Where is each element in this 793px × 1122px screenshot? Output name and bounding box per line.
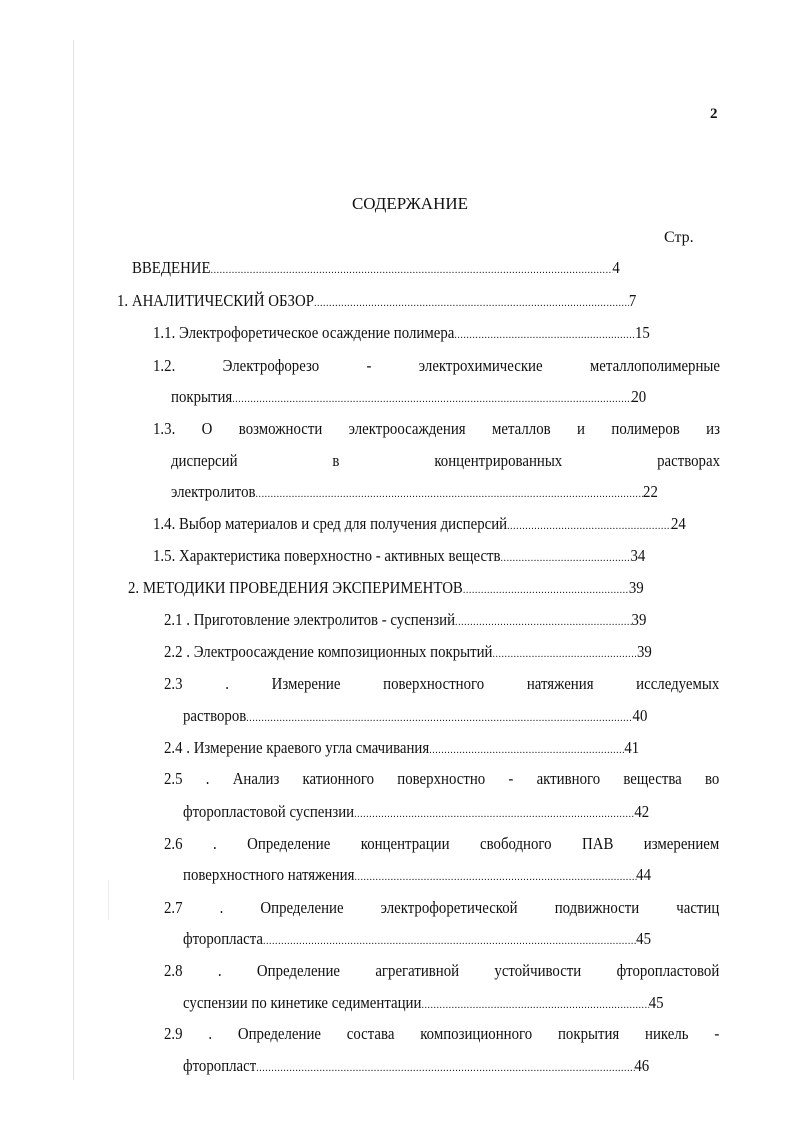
toc-entry-title: покрытия [171, 387, 233, 406]
toc-entry-2-3-line-1[interactable]: 2.3 . Измерение поверхностного натяжения исследуемых [164, 674, 720, 693]
toc-entry-1-2-line-1[interactable]: 1.2. Электрофорезо - электрохимические металлополимерные [153, 356, 720, 375]
toc-entry-1-1[interactable] [153, 322, 650, 344]
toc-entry-1-2-line-2[interactable] [171, 386, 646, 408]
toc-entry-title: 1.1. Электрофоретическое осаждение полимера [153, 323, 455, 342]
leader-dots [314, 292, 629, 312]
leader-dots [232, 388, 631, 408]
leader-dots [421, 994, 648, 1014]
toc-entry-page: 22 [643, 482, 658, 501]
toc-entry-page: 4 [612, 258, 620, 277]
leader-dots [354, 803, 634, 823]
toc-entry-title: фторопластовой суспензии [183, 802, 355, 821]
toc-entry-title: 1.5. Характеристика поверхностно - активных веществ [153, 546, 501, 565]
toc-entry-page: 45 [636, 929, 651, 948]
leader-dots [429, 739, 624, 759]
toc-entry-title: электролитов [171, 482, 256, 501]
toc-entry-1-3-line-3[interactable] [171, 481, 658, 503]
toc-entry-1[interactable] [117, 290, 636, 312]
toc-entry-2-3-line-2[interactable] [183, 705, 647, 727]
leader-dots [211, 259, 613, 279]
leader-dots [256, 483, 644, 503]
toc-entry-title: 2. МЕТОДИКИ ПРОВЕДЕНИЯ ЭКСПЕРИМЕНТОВ [128, 578, 463, 597]
leader-dots [501, 547, 631, 567]
leader-dots [256, 1057, 634, 1077]
contents-title: СОДЕРЖАНИЕ [351, 194, 469, 213]
toc-entry-title: фторопласт [183, 1056, 257, 1075]
leader-dots [455, 611, 631, 631]
toc-entry-page: 45 [648, 993, 664, 1012]
toc-entry-title: растворов [183, 706, 247, 725]
toc-entry-title: 2.1 . Приготовление электролитов - суспензий [164, 610, 456, 629]
page-column-label: Стр. [664, 229, 694, 246]
toc-entry-title: ВВЕДЕНИЕ [132, 258, 211, 277]
leader-dots [263, 930, 636, 950]
toc-entry-page: 40 [632, 706, 648, 725]
toc-entry-title: 2.2 . Электроосаждение композиционных покрытий [164, 642, 493, 661]
toc-entry-page: 15 [634, 323, 650, 342]
page-number: 2 [710, 106, 718, 122]
toc-entry-2-5-line-1[interactable]: 2.5 . Анализ катионного поверхностно - активного вещества во [164, 769, 720, 788]
toc-entry-2-6-line-2[interactable] [183, 864, 651, 886]
leader-dots [507, 515, 671, 535]
toc-entry-2-8-line-2[interactable] [183, 992, 664, 1014]
leader-dots [354, 866, 636, 886]
toc-entry-2-7-line-1[interactable]: 2.7 . Определение электрофоретической подвижности частиц [164, 898, 720, 917]
toc-entry-1-4[interactable] [153, 513, 686, 535]
toc-entry-2-9-line-2[interactable] [183, 1055, 649, 1077]
toc-entry-2-2[interactable] [164, 641, 652, 663]
toc-entry-2-8-line-1[interactable]: 2.8 . Определение агрегативной устойчивости фторопластовой [164, 961, 720, 980]
toc-entry-title: 1. АНАЛИТИЧЕСКИЙ ОБЗОР [117, 291, 314, 310]
toc-entry-title: поверхностного натяжения [183, 865, 355, 884]
toc-entry-page: 39 [628, 578, 644, 597]
toc-entry-2-1[interactable] [164, 609, 646, 631]
toc-entry-1-5[interactable] [153, 545, 645, 567]
toc-entry-title: суспензии по кинетике седиментации [183, 993, 422, 1012]
leader-dots [246, 707, 632, 727]
toc-entry-2-4[interactable] [164, 737, 639, 759]
toc-entry-2-7-line-2[interactable] [183, 928, 651, 950]
toc-entry-title: 2.4 . Измерение краевого угла смачивания [164, 738, 430, 757]
scan-margin-mark [108, 880, 109, 920]
toc-entry-introduction[interactable] [132, 257, 620, 279]
toc-entry-page: 44 [636, 865, 651, 884]
toc-entry-page: 39 [636, 642, 652, 661]
toc-entry-page: 34 [630, 546, 646, 565]
toc-entry-2-5-line-2[interactable] [183, 801, 649, 823]
toc-entry-2-9-line-1[interactable]: 2.9 . Определение состава композиционного покрытия никель - [164, 1024, 720, 1043]
toc-entry-page: 42 [634, 802, 650, 821]
toc-entry-title: фторопласта [183, 929, 264, 948]
toc-entry-page: 24 [670, 514, 686, 533]
leader-dots [493, 643, 637, 663]
toc-entry-page: 39 [631, 610, 647, 629]
leader-dots [454, 324, 635, 344]
toc-entry-1-3-line-1[interactable]: 1.3. О возможности электроосаждения металлов и полимеров из [153, 419, 720, 438]
toc-entry-page: 20 [631, 387, 647, 406]
toc-entry-page: 7 [628, 291, 637, 310]
toc-entry-2[interactable] [128, 577, 644, 599]
toc-entry-page: 41 [624, 738, 640, 757]
toc-entry-2-6-line-1[interactable]: 2.6 . Определение концентрации свободного ПАВ измерением [164, 834, 720, 853]
toc-entry-1-3-line-2[interactable]: дисперсий в концентрированных растворах [171, 451, 720, 470]
toc-entry-page: 46 [634, 1056, 650, 1075]
leader-dots [463, 579, 629, 599]
toc-entry-title: 1.4. Выбор материалов и сред для получения дисперсий [153, 514, 508, 533]
